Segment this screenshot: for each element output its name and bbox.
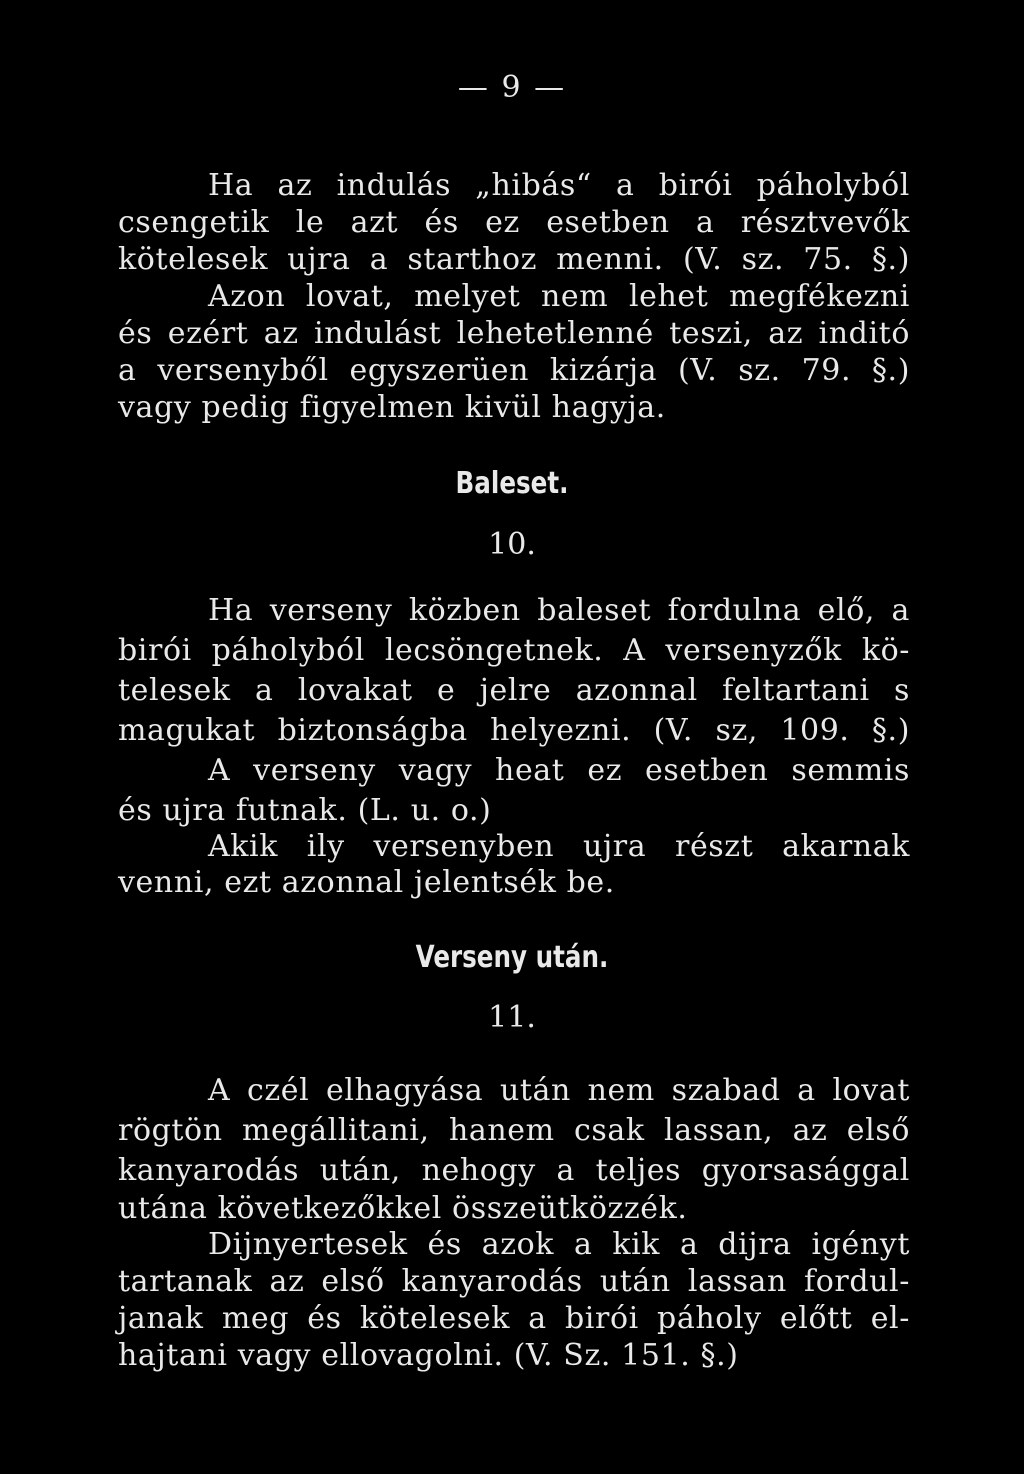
section-number-10: 10.	[488, 527, 536, 562]
paragraph-line: venni, ezt azonnal jelentsék be.	[118, 865, 615, 900]
paragraph-line: Akik ily versenyben ujra részt akarnak	[208, 829, 910, 864]
paragraph-line: birói páholyból lecsöngetnek. A versenyzők kö-	[118, 633, 910, 668]
paragraph-line: A verseny vagy heat ez esetben semmis	[208, 753, 910, 788]
paragraph-line: és ujra futnak. (L. u. o.)	[118, 793, 492, 828]
page-number: — 9 —	[457, 70, 567, 105]
paragraph-line: magukat biztonságba helyezni. (V. sz, 109. §.)	[118, 713, 910, 748]
paragraph-line: és ezért az indulást lehetetlenné teszi, az inditó	[118, 316, 910, 351]
paragraph-line: tartanak az első kanyarodás után lassan fordul-	[118, 1264, 910, 1299]
section-number-11: 11.	[488, 1000, 536, 1035]
paragraph-line: csengetik le azt és ez esetben a résztvevők	[118, 205, 910, 240]
paragraph-line: rögtön megállitani, hanem csak lassan, az első	[118, 1113, 910, 1148]
paragraph-line: Azon lovat, melyet nem lehet megfékezni	[208, 279, 910, 314]
paragraph-line: kötelesek ujra a starthoz menni. (V. sz. 75. §.)	[118, 242, 910, 277]
paragraph-line: Ha verseny közben baleset fordulna elő, a	[208, 593, 910, 628]
section-heading-verseny-utan: Verseny után.	[415, 940, 609, 975]
paragraph-line: telesek a lovakat e jelre azonnal feltartani s	[118, 673, 910, 708]
paragraph-line: A czél elhagyása után nem szabad a lovat	[208, 1073, 910, 1108]
paragraph-line: utána következőkkel összeütközzék.	[118, 1191, 688, 1226]
section-heading-baleset: Baleset.	[455, 466, 569, 501]
paragraph-line: kanyarodás után, nehogy a teljes gyorsasággal	[118, 1153, 910, 1188]
paragraph-line: vagy pedig figyelmen kivül hagyja.	[118, 390, 666, 425]
paragraph-line: Dijnyertesek és azok a kik a dijra igényt	[208, 1227, 910, 1262]
paragraph-line: a versenyből egyszerüen kizárja (V. sz. 79. §.)	[118, 353, 910, 388]
paragraph-line: Ha az indulás „hibás“ a birói páholyból	[208, 168, 910, 203]
paragraph-line: janak meg és kötelesek a birói páholy előtt el-	[118, 1301, 910, 1336]
paragraph-line: hajtani vagy ellovagolni. (V. Sz. 151. §.)	[118, 1338, 739, 1373]
